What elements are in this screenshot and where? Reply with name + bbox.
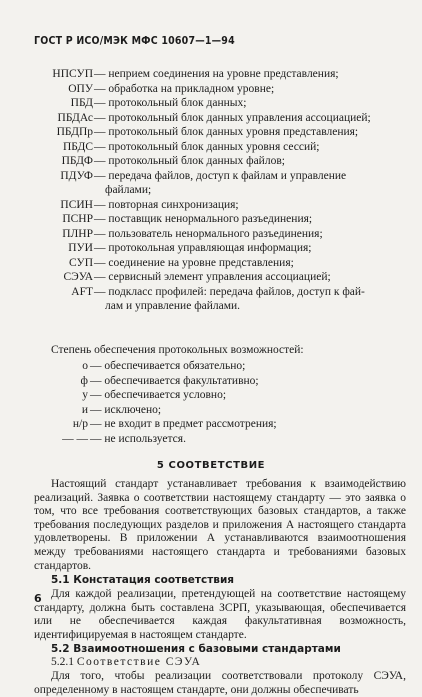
abbreviation-term: ПЛНР [62,227,93,240]
abbreviation-row [0,212,422,227]
support-legend-row [0,388,422,403]
abbreviation-row [0,82,422,97]
abbreviation-definition-continued: файлами; [105,184,152,196]
abbreviation-term: ПБДПр [56,126,93,138]
abbreviation-term: ПБДФ [61,155,93,167]
abbreviation-row [0,125,422,140]
abbreviation-list [0,67,422,314]
paragraph-5-1: Для каждой реализации, претендующей на соответствие настоящему стандарту, должна быть составлена ЗСРП, указывающая, обеспечивается или не обеспечивается каждая факультативная возможность, идентифицируемая в настоящем стандарте. [34,588,406,641]
abbreviation-term: ПУИ [68,242,93,254]
support-legend-row [0,403,422,418]
abbreviation-term: ПБДС [63,140,93,153]
abbreviation-row [0,67,422,82]
abbreviation-definition: — повторная синхронизация; [94,198,239,211]
abbreviation-row [0,285,422,300]
abbreviation-term: ОПУ [68,82,93,95]
abbreviation-term: ПСИН [60,198,93,211]
support-legend-row [0,359,422,374]
support-legend-list [0,359,422,446]
abbreviation-definition: — протокольный блок данных; [94,97,247,109]
support-symbol: — — [62,432,88,445]
abbreviation-row [0,140,422,155]
support-definition: — не используется. [90,432,186,445]
abbreviation-row [0,96,422,111]
paragraph-5-2-1: Для того, чтобы реализации соответствовали протоколу СЭУА, определенному в настоящем стандарте, они должны обеспечивать [34,670,406,696]
support-legend-row [0,374,422,389]
support-definition: — обеспечивается обязательно; [90,360,246,372]
abbreviation-definition: — пользователь ненормального разъединения; [94,227,323,240]
support-definition: — не входит в предмет рассмотрения; [90,418,277,430]
abbreviation-term: СУП [69,256,93,269]
abbreviation-row [0,227,422,242]
abbreviation-definition: — соединение на уровне представления; [94,256,294,269]
abbreviation-row [0,169,422,184]
abbreviation-term: AFT [71,285,93,298]
support-symbol: о [82,360,88,372]
support-symbol: ф [80,374,88,387]
support-definition: — обеспечивается факультативно; [90,374,259,387]
abbreviation-definition: — подкласс профилей: передача файлов, доступ к фай- [94,285,365,298]
support-definition: — исключено; [90,403,162,416]
abbreviation-definition: — неприем соединения на уровне представления; [94,68,339,80]
abbreviation-row [0,256,422,271]
subsection-5-1-title: 5.1 Констатация соответствия [51,574,235,586]
subsection-5-2-1-label: Соответствие СЭУА [76,656,202,668]
abbreviation-definition: — передача файлов, доступ к файлам и управление [94,169,347,182]
abbreviation-definition: — сервисный элемент управления ассоциацией; [94,271,331,283]
abbreviation-row [0,198,422,213]
support-legend-row [0,417,422,432]
abbreviation-row [0,154,422,169]
support-symbol: у [82,389,88,401]
support-symbol: н/р [72,418,88,430]
support-symbol: и [81,403,88,416]
abbreviation-definition-continued: лам и управление файлами. [105,300,241,312]
abbreviation-term: ПДУФ [60,169,93,182]
abbreviation-row [0,270,422,285]
abbreviation-row [0,241,422,256]
abbreviation-definition: — протокольный блок данных управления ассоциацией; [94,111,371,124]
page-number: 6 [34,592,42,605]
subsection-5-2-1-title [51,656,201,668]
abbreviation-row [0,111,422,126]
support-definition: — обеспечивается условно; [90,389,227,401]
support-title: Степень обеспечения протокольных возможностей: [51,344,304,356]
section-title: 5 СООТВЕТСТВИЕ [156,460,266,471]
running-header: ГОСТ Р ИСО/МЭК МФС 10607—1—94 [34,35,235,47]
paragraph-intro: Настоящий стандарт устанавливает требования к взаимодействию реализаций. Заявка о соответствии настоящему стандарту — это заявка о том, что все требования соответствующих базовых стандартов, а также требования последующих разделов и приложения А настоящего стандарта удовлетворены. В приложении А устанавливаются взаимоотношения между требованиями настоящего стандарта и требованиями базовых стандартов. [34,478,406,572]
abbreviation-definition: — обработка на прикладном уровне; [94,82,275,95]
subsection-5-2-1-number: 5.2.1 [51,656,77,668]
abbreviation-term: ПСНР [62,213,93,225]
abbreviation-term: ПБД [70,97,93,109]
abbreviation-definition: — протокольный блок данных уровня представления; [94,126,359,138]
abbreviation-term: НПСУП [52,68,93,80]
support-legend-row [0,432,422,447]
subsection-5-2-title: 5.2 Взаимоотношения с базовыми стандартами [51,643,341,655]
abbreviation-definition: — протокольный блок данных уровня сессий; [94,140,320,153]
abbreviation-term: ПБДАс [57,111,93,124]
abbreviation-definition: — протокольный блок данных файлов; [94,155,285,167]
abbreviation-definition: — протокольная управляющая информация; [94,242,312,254]
abbreviation-term: СЭУА [63,271,93,283]
abbreviation-definition: — поставщик ненормального разъединения; [94,213,313,225]
